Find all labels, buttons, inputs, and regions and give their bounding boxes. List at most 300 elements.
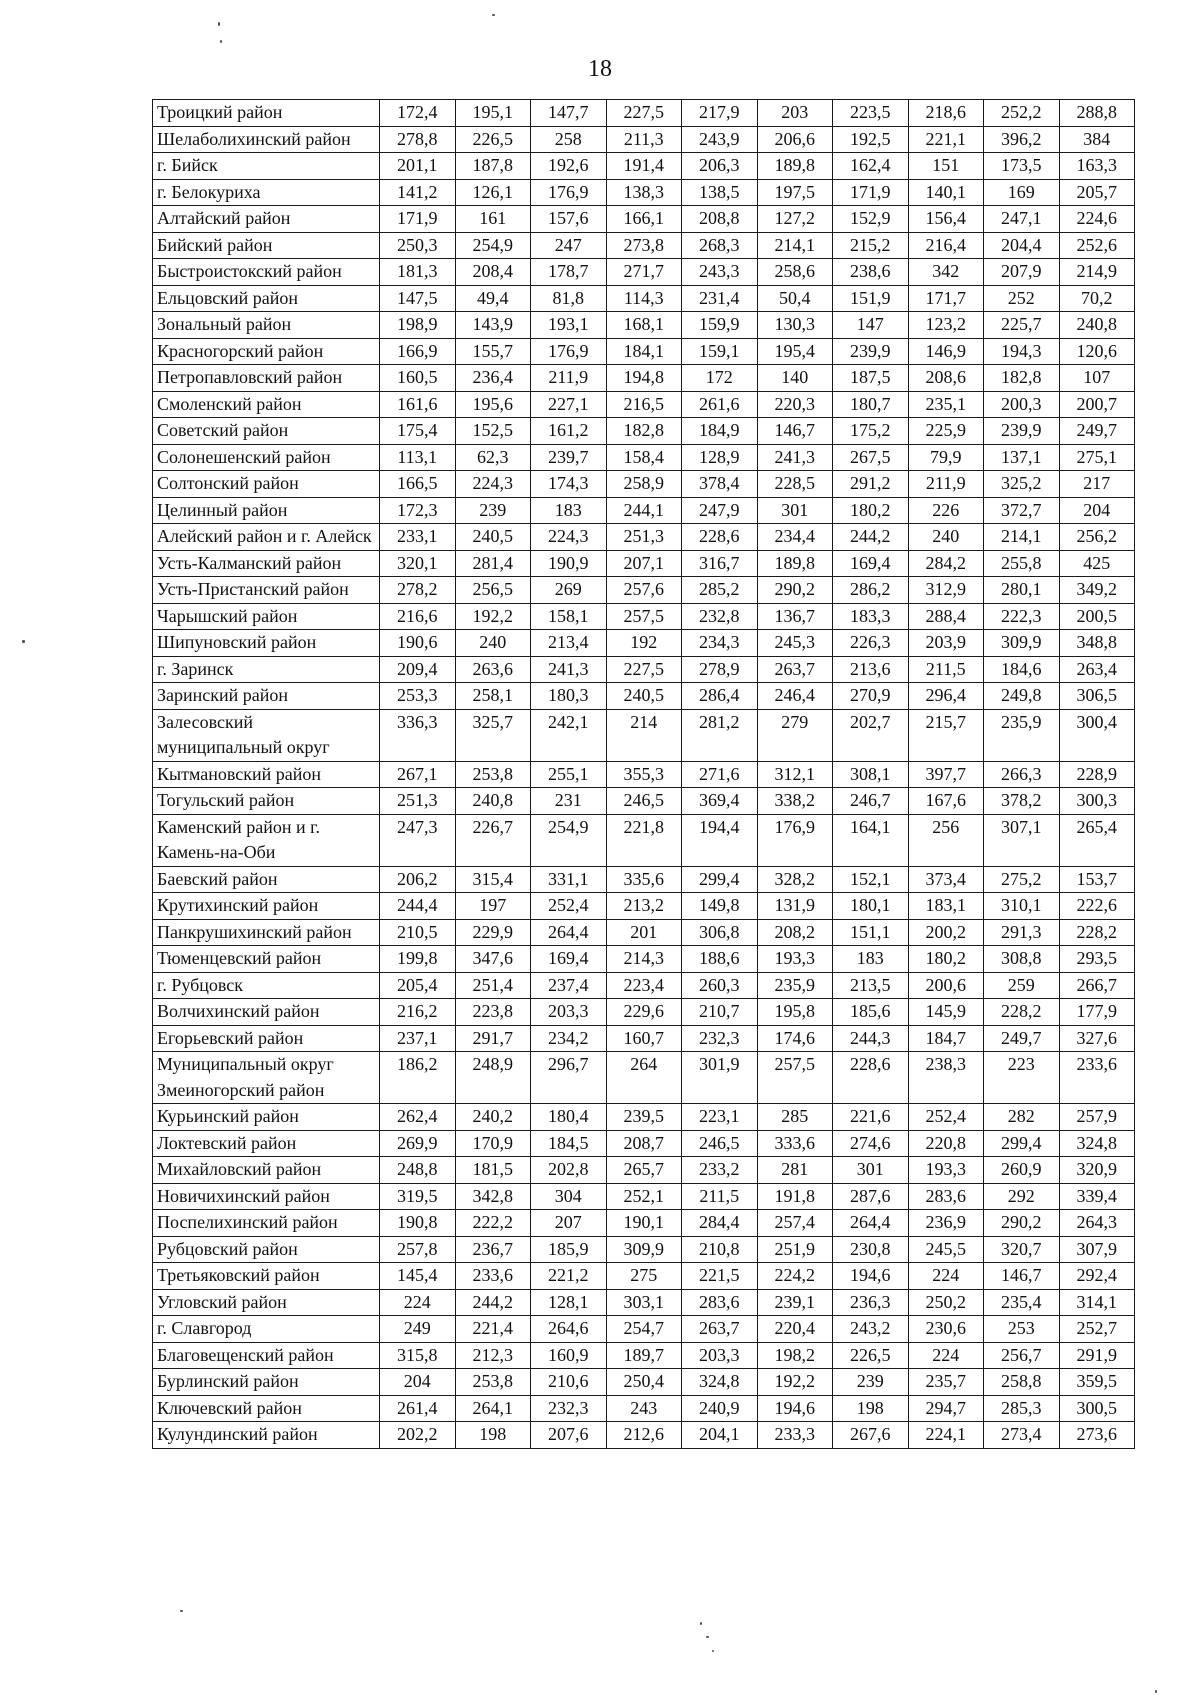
value-cell: 239 (455, 497, 531, 524)
district-name-cell: Кулундинский район (153, 1422, 380, 1449)
value-cell: 136,7 (757, 603, 833, 630)
value-cell: 138,3 (606, 179, 682, 206)
value-cell: 224,3 (455, 471, 531, 498)
district-name-cell: Угловский район (153, 1289, 380, 1316)
district-name-cell: Тюменцевский район (153, 946, 380, 973)
value-cell: 230,6 (908, 1316, 984, 1343)
value-cell: 228,5 (757, 471, 833, 498)
value-cell: 184,9 (682, 418, 758, 445)
table-row (153, 1104, 1135, 1131)
value-cell: 243 (606, 1395, 682, 1422)
value-cell: 229,9 (455, 919, 531, 946)
value-cell: 240,5 (606, 683, 682, 710)
value-cell: 137,1 (984, 444, 1060, 471)
value-cell: 255,8 (984, 550, 1060, 577)
district-name-cell: Новичихинский район (153, 1183, 380, 1210)
value-cell: 264,1 (455, 1395, 531, 1422)
value-cell: 319,5 (380, 1183, 456, 1210)
value-cell: 254,7 (606, 1316, 682, 1343)
table-row (153, 524, 1135, 551)
value-cell: 267,1 (380, 761, 456, 788)
value-cell: 253,8 (455, 761, 531, 788)
value-cell: 236,7 (455, 1236, 531, 1263)
value-cell: 231 (531, 788, 607, 815)
table-row (153, 1369, 1135, 1396)
value-cell: 243,9 (682, 126, 758, 153)
value-cell: 173,5 (984, 153, 1060, 180)
value-cell: 248,9 (455, 1052, 531, 1104)
district-name-cell: Быстроистокский район (153, 259, 380, 286)
value-cell: 199,8 (380, 946, 456, 973)
district-name-cell: Рубцовский район (153, 1236, 380, 1263)
value-cell: 183 (531, 497, 607, 524)
value-cell: 161,6 (380, 391, 456, 418)
value-cell: 159,1 (682, 338, 758, 365)
value-cell: 147 (833, 312, 909, 339)
value-cell: 335,6 (606, 866, 682, 893)
value-cell: 273,8 (606, 232, 682, 259)
value-cell: 200,5 (1059, 603, 1135, 630)
value-cell: 236,4 (455, 365, 531, 392)
district-name-cell: Зональный район (153, 312, 380, 339)
table-row (153, 972, 1135, 999)
value-cell: 192,6 (531, 153, 607, 180)
value-cell: 224 (908, 1263, 984, 1290)
table-row (153, 1263, 1135, 1290)
table-row (153, 312, 1135, 339)
value-cell: 258 (531, 126, 607, 153)
value-cell: 316,7 (682, 550, 758, 577)
value-cell: 246,7 (833, 788, 909, 815)
value-cell: 202,8 (531, 1157, 607, 1184)
district-name-cell: Поспелихинский район (153, 1210, 380, 1237)
value-cell: 270,9 (833, 683, 909, 710)
value-cell: 123,2 (908, 312, 984, 339)
value-cell: 254,9 (531, 814, 607, 866)
value-cell: 239,1 (757, 1289, 833, 1316)
value-cell: 114,3 (606, 285, 682, 312)
district-name-cell: Алейский район и г. Алейск (153, 524, 380, 551)
table-row (153, 709, 1135, 761)
value-cell: 245,5 (908, 1236, 984, 1263)
value-cell: 256,2 (1059, 524, 1135, 551)
value-cell: 306,8 (682, 919, 758, 946)
value-cell: 241,3 (757, 444, 833, 471)
value-cell: 239,9 (833, 338, 909, 365)
value-cell: 308,1 (833, 761, 909, 788)
value-cell: 225,7 (984, 312, 1060, 339)
value-cell: 288,8 (1059, 100, 1135, 127)
value-cell: 291,3 (984, 919, 1060, 946)
value-cell: 309,9 (984, 630, 1060, 657)
district-name-cell: Усть-Пристанский район (153, 577, 380, 604)
value-cell: 320,1 (380, 550, 456, 577)
value-cell: 201,1 (380, 153, 456, 180)
value-cell: 140,1 (908, 179, 984, 206)
value-cell: 175,4 (380, 418, 456, 445)
district-name-cell: Баевский район (153, 866, 380, 893)
value-cell: 307,9 (1059, 1236, 1135, 1263)
value-cell: 191,8 (757, 1183, 833, 1210)
value-cell: 198 (833, 1395, 909, 1422)
value-cell: 210,8 (682, 1236, 758, 1263)
value-cell: 195,6 (455, 391, 531, 418)
value-cell: 206,3 (682, 153, 758, 180)
value-cell: 336,3 (380, 709, 456, 761)
value-cell: 283,6 (908, 1183, 984, 1210)
value-cell: 266,3 (984, 761, 1060, 788)
value-cell: 245,3 (757, 630, 833, 657)
value-cell: 198,9 (380, 312, 456, 339)
value-cell: 215,2 (833, 232, 909, 259)
district-name-cell: Волчихинский район (153, 999, 380, 1026)
district-name-cell: Крутихинский район (153, 893, 380, 920)
value-cell: 325,2 (984, 471, 1060, 498)
value-cell: 202,2 (380, 1422, 456, 1449)
value-cell: 208,2 (757, 919, 833, 946)
value-cell: 107 (1059, 365, 1135, 392)
value-cell: 232,3 (682, 1025, 758, 1052)
value-cell: 309,9 (606, 1236, 682, 1263)
value-cell: 256,7 (984, 1342, 1060, 1369)
value-cell: 184,5 (531, 1130, 607, 1157)
value-cell: 240,9 (682, 1395, 758, 1422)
value-cell: 222,6 (1059, 893, 1135, 920)
value-cell: 205,7 (1059, 179, 1135, 206)
value-cell: 200,6 (908, 972, 984, 999)
value-cell: 187,5 (833, 365, 909, 392)
value-cell: 249,7 (984, 1025, 1060, 1052)
table-row (153, 550, 1135, 577)
value-cell: 285,3 (984, 1395, 1060, 1422)
value-cell: 267,6 (833, 1422, 909, 1449)
value-cell: 252,1 (606, 1183, 682, 1210)
value-cell: 300,3 (1059, 788, 1135, 815)
value-cell: 62,3 (455, 444, 531, 471)
value-cell: 209,4 (380, 656, 456, 683)
value-cell: 128,9 (682, 444, 758, 471)
value-cell: 213,4 (531, 630, 607, 657)
value-cell: 206,6 (757, 126, 833, 153)
value-cell: 246,5 (606, 788, 682, 815)
district-name-cell: Советский район (153, 418, 380, 445)
page-number: 18 (588, 56, 612, 82)
value-cell: 244,2 (833, 524, 909, 551)
table-row (153, 656, 1135, 683)
value-cell: 333,6 (757, 1130, 833, 1157)
value-cell: 218,6 (908, 100, 984, 127)
value-cell: 145,9 (908, 999, 984, 1026)
value-cell: 228,6 (833, 1052, 909, 1104)
value-cell: 296,7 (531, 1052, 607, 1104)
table-row (153, 1183, 1135, 1210)
district-name-cell: Шипуновский район (153, 630, 380, 657)
district-name-cell: Залесовский муниципальный округ (153, 709, 380, 761)
value-cell: 228,2 (984, 999, 1060, 1026)
value-cell: 287,6 (833, 1183, 909, 1210)
value-cell: 193,1 (531, 312, 607, 339)
table-row (153, 1157, 1135, 1184)
value-cell: 258,9 (606, 471, 682, 498)
value-cell: 145,4 (380, 1263, 456, 1290)
value-cell: 264,4 (833, 1210, 909, 1237)
value-cell: 291,9 (1059, 1342, 1135, 1369)
value-cell: 202,7 (833, 709, 909, 761)
value-cell: 310,1 (984, 893, 1060, 920)
value-cell: 207,1 (606, 550, 682, 577)
value-cell: 192,2 (455, 603, 531, 630)
value-cell: 425 (1059, 550, 1135, 577)
value-cell: 151,9 (833, 285, 909, 312)
table-row (153, 630, 1135, 657)
value-cell: 225,9 (908, 418, 984, 445)
value-cell: 160,9 (531, 1342, 607, 1369)
value-cell: 180,7 (833, 391, 909, 418)
value-cell: 304 (531, 1183, 607, 1210)
value-cell: 236,3 (833, 1289, 909, 1316)
value-cell: 233,6 (1059, 1052, 1135, 1104)
value-cell: 213,2 (606, 893, 682, 920)
value-cell: 204,1 (682, 1422, 758, 1449)
value-cell: 160,5 (380, 365, 456, 392)
value-cell: 216,5 (606, 391, 682, 418)
value-cell: 194,6 (833, 1263, 909, 1290)
value-cell: 248,8 (380, 1157, 456, 1184)
value-cell: 224 (908, 1342, 984, 1369)
table-row (153, 471, 1135, 498)
value-cell: 243,3 (682, 259, 758, 286)
value-cell: 157,6 (531, 206, 607, 233)
value-cell: 294,7 (908, 1395, 984, 1422)
value-cell: 262,4 (380, 1104, 456, 1131)
district-name-cell: Ельцовский район (153, 285, 380, 312)
value-cell: 147,5 (380, 285, 456, 312)
value-cell: 81,8 (531, 285, 607, 312)
value-cell: 192,5 (833, 126, 909, 153)
value-cell: 397,7 (908, 761, 984, 788)
value-cell: 176,9 (531, 179, 607, 206)
value-cell: 249,7 (1059, 418, 1135, 445)
value-cell: 240,5 (455, 524, 531, 551)
value-cell: 232,8 (682, 603, 758, 630)
value-cell: 263,6 (455, 656, 531, 683)
value-cell: 369,4 (682, 788, 758, 815)
value-cell: 342,8 (455, 1183, 531, 1210)
value-cell: 187,8 (455, 153, 531, 180)
value-cell: 204 (1059, 497, 1135, 524)
table-row (153, 285, 1135, 312)
value-cell: 194,8 (606, 365, 682, 392)
value-cell: 238,6 (833, 259, 909, 286)
table-row (153, 866, 1135, 893)
table-row (153, 919, 1135, 946)
value-cell: 291,7 (455, 1025, 531, 1052)
value-cell: 182,8 (606, 418, 682, 445)
value-cell: 256,5 (455, 577, 531, 604)
value-cell: 307,1 (984, 814, 1060, 866)
value-cell: 312,1 (757, 761, 833, 788)
district-name-cell: Третьяковский район (153, 1263, 380, 1290)
value-cell: 192,2 (757, 1369, 833, 1396)
district-name-cell: Тогульский район (153, 788, 380, 815)
value-cell: 128,1 (531, 1289, 607, 1316)
value-cell: 208,7 (606, 1130, 682, 1157)
value-cell: 264,3 (1059, 1210, 1135, 1237)
value-cell: 208,6 (908, 365, 984, 392)
value-cell: 182,8 (984, 365, 1060, 392)
value-cell: 212,6 (606, 1422, 682, 1449)
district-name-cell: г. Белокуриха (153, 179, 380, 206)
district-name-cell: Курьинский район (153, 1104, 380, 1131)
value-cell: 257,5 (757, 1052, 833, 1104)
value-cell: 251,3 (606, 524, 682, 551)
table-row (153, 1289, 1135, 1316)
table-row (153, 1130, 1135, 1157)
value-cell: 204 (380, 1369, 456, 1396)
value-cell: 213,6 (833, 656, 909, 683)
district-name-cell: г. Славгород (153, 1316, 380, 1343)
value-cell: 261,4 (380, 1395, 456, 1422)
value-cell: 247,3 (380, 814, 456, 866)
value-cell: 126,1 (455, 179, 531, 206)
value-cell: 250,4 (606, 1369, 682, 1396)
value-cell: 373,4 (908, 866, 984, 893)
table-row (153, 1025, 1135, 1052)
value-cell: 181,5 (455, 1157, 531, 1184)
value-cell: 355,3 (606, 761, 682, 788)
value-cell: 113,1 (380, 444, 456, 471)
value-cell: 228,9 (1059, 761, 1135, 788)
value-cell: 222,2 (455, 1210, 531, 1237)
value-cell: 164,1 (833, 814, 909, 866)
value-cell: 239,9 (984, 418, 1060, 445)
value-cell: 152,1 (833, 866, 909, 893)
value-cell: 191,4 (606, 153, 682, 180)
value-cell: 224,6 (1059, 206, 1135, 233)
value-cell: 161,2 (531, 418, 607, 445)
value-cell: 216,4 (908, 232, 984, 259)
value-cell: 396,2 (984, 126, 1060, 153)
value-cell: 221,5 (682, 1263, 758, 1290)
value-cell: 223 (984, 1052, 1060, 1104)
value-cell: 268,3 (682, 232, 758, 259)
value-cell: 283,6 (682, 1289, 758, 1316)
value-cell: 200,2 (908, 919, 984, 946)
value-cell: 205,4 (380, 972, 456, 999)
value-cell: 174,3 (531, 471, 607, 498)
table-row (153, 391, 1135, 418)
value-cell: 235,9 (984, 709, 1060, 761)
value-cell: 235,9 (757, 972, 833, 999)
value-cell: 200,7 (1059, 391, 1135, 418)
value-cell: 286,4 (682, 683, 758, 710)
value-cell: 279 (757, 709, 833, 761)
value-cell: 224,2 (757, 1263, 833, 1290)
value-cell: 275,1 (1059, 444, 1135, 471)
value-cell: 184,7 (908, 1025, 984, 1052)
value-cell: 226,5 (455, 126, 531, 153)
value-cell: 237,4 (531, 972, 607, 999)
value-cell: 250,2 (908, 1289, 984, 1316)
value-cell: 158,1 (531, 603, 607, 630)
value-cell: 171,9 (380, 206, 456, 233)
value-cell: 269 (531, 577, 607, 604)
value-cell: 347,6 (455, 946, 531, 973)
table-row (153, 603, 1135, 630)
value-cell: 238,3 (908, 1052, 984, 1104)
value-cell: 195,1 (455, 100, 531, 127)
value-cell: 339,4 (1059, 1183, 1135, 1210)
value-cell: 224,1 (908, 1422, 984, 1449)
value-cell: 204,4 (984, 232, 1060, 259)
value-cell: 171,7 (908, 285, 984, 312)
value-cell: 251,3 (380, 788, 456, 815)
value-cell: 211,9 (908, 471, 984, 498)
value-cell: 143,9 (455, 312, 531, 339)
value-cell: 180,2 (908, 946, 984, 973)
value-cell: 223,8 (455, 999, 531, 1026)
value-cell: 244,1 (606, 497, 682, 524)
value-cell: 193,3 (757, 946, 833, 973)
value-cell: 185,6 (833, 999, 909, 1026)
value-cell: 221,2 (531, 1263, 607, 1290)
value-cell: 169,4 (833, 550, 909, 577)
value-cell: 130,3 (757, 312, 833, 339)
value-cell: 166,9 (380, 338, 456, 365)
value-cell: 217,9 (682, 100, 758, 127)
value-cell: 210,5 (380, 919, 456, 946)
value-cell: 131,9 (757, 893, 833, 920)
value-cell: 257,9 (1059, 1104, 1135, 1131)
value-cell: 278,2 (380, 577, 456, 604)
value-cell: 212,3 (455, 1342, 531, 1369)
value-cell: 342 (908, 259, 984, 286)
table-row (153, 1342, 1135, 1369)
district-name-cell: Муниципальный округ Змеиногорский район (153, 1052, 380, 1104)
value-cell: 300,4 (1059, 709, 1135, 761)
table-row (153, 497, 1135, 524)
value-cell: 275,2 (984, 866, 1060, 893)
value-cell: 237,1 (380, 1025, 456, 1052)
value-cell: 252,6 (1059, 232, 1135, 259)
value-cell: 244,3 (833, 1025, 909, 1052)
value-cell: 288,4 (908, 603, 984, 630)
district-name-cell: Алтайский район (153, 206, 380, 233)
value-cell: 224,3 (531, 524, 607, 551)
value-cell: 168,1 (606, 312, 682, 339)
value-cell: 236,9 (908, 1210, 984, 1237)
value-cell: 247 (531, 232, 607, 259)
value-cell: 214 (606, 709, 682, 761)
value-cell: 158,4 (606, 444, 682, 471)
value-cell: 216,2 (380, 999, 456, 1026)
value-cell: 378,4 (682, 471, 758, 498)
value-cell: 338,2 (757, 788, 833, 815)
value-cell: 194,4 (682, 814, 758, 866)
value-cell: 140 (757, 365, 833, 392)
value-cell: 203,3 (531, 999, 607, 1026)
value-cell: 228,6 (682, 524, 758, 551)
value-cell: 227,5 (606, 100, 682, 127)
value-cell: 172,4 (380, 100, 456, 127)
value-cell: 348,8 (1059, 630, 1135, 657)
value-cell: 169 (984, 179, 1060, 206)
district-name-cell: Солтонский район (153, 471, 380, 498)
value-cell: 258,6 (757, 259, 833, 286)
district-name-cell: Михайловский район (153, 1157, 380, 1184)
value-cell: 127,2 (757, 206, 833, 233)
value-cell: 214,1 (984, 524, 1060, 551)
